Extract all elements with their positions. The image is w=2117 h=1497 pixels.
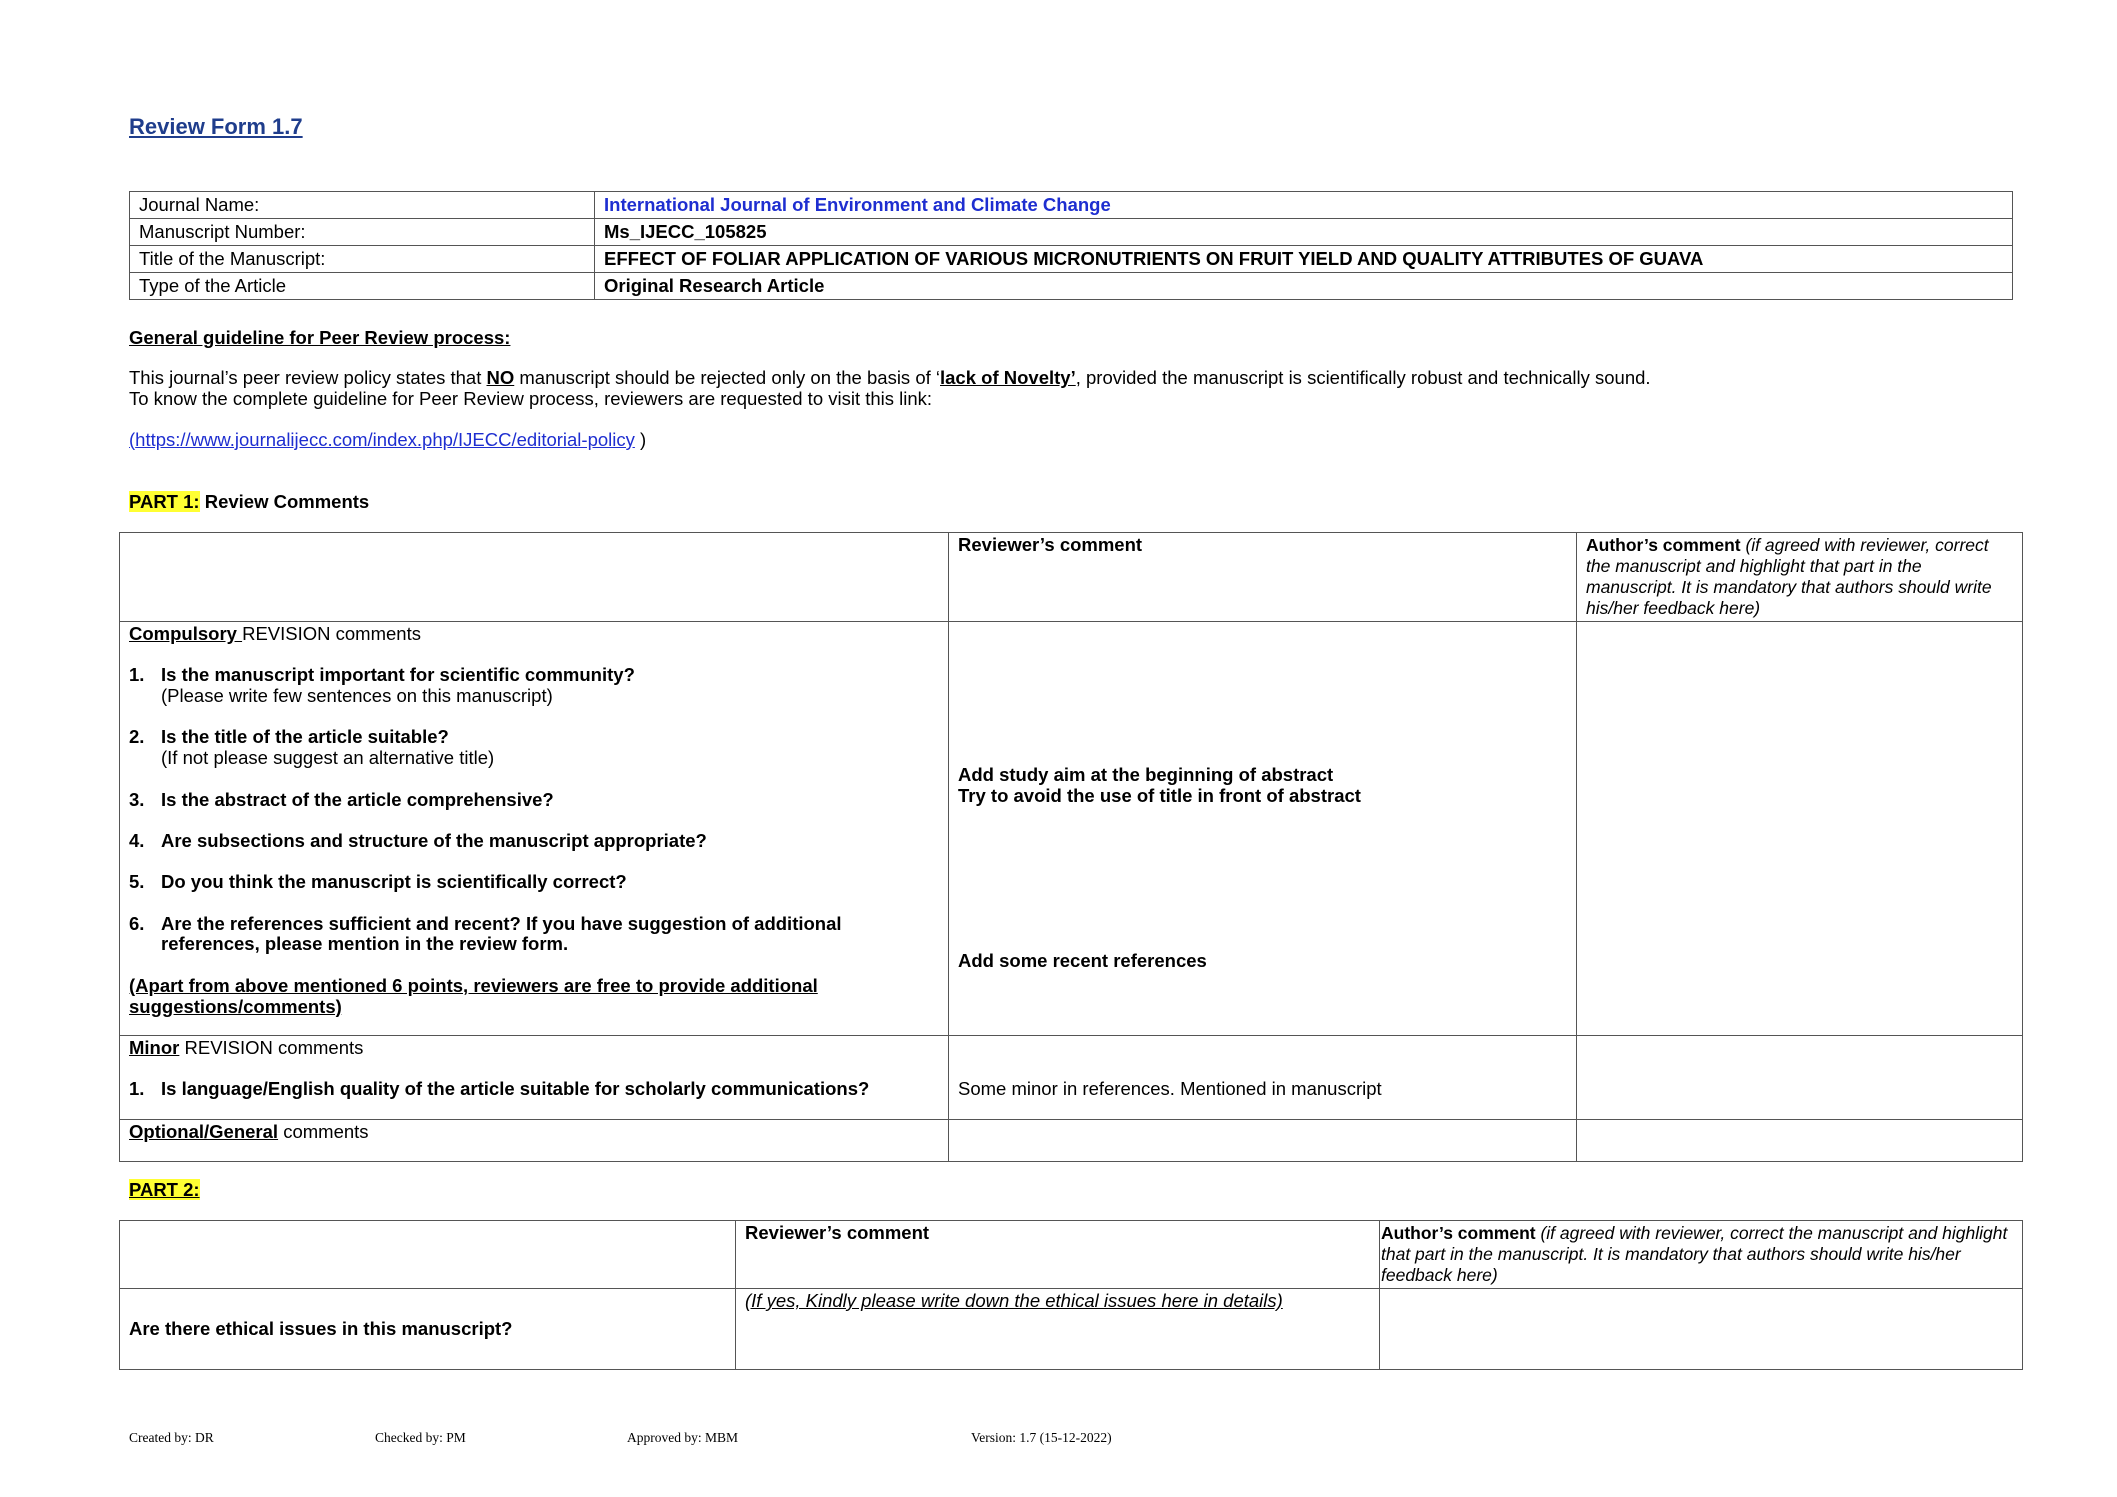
info-row-journal xyxy=(130,192,2013,219)
author-comment-cell[interactable] xyxy=(1577,622,2023,1036)
question-text: Do you think the manuscript is scientifically correct? xyxy=(161,871,627,893)
ethics-reviewer-comment-cell[interactable] xyxy=(736,1289,1380,1370)
footer-version: Version: 1.7 (15-12-2022) xyxy=(971,1430,1112,1445)
author-header-italic: (if agreed with reviewer, correct the manuscript and highlight that part in the manuscript. It is mandatory that authors should write his/her feedback here) xyxy=(1586,535,1992,618)
manuscript-info-table xyxy=(129,191,2013,300)
info-label: Title of the Manuscript: xyxy=(130,246,595,273)
question-text: Are the references sufficient and recent? If you have suggestion of additional references, please mention in the review form. xyxy=(161,912,842,955)
question-text: Is language/English quality of the article suitable for scholarly communications? xyxy=(161,1078,870,1100)
question-item xyxy=(129,790,939,811)
guideline-heading: General guideline for Peer Review process: xyxy=(129,327,511,348)
footer-approved-by: Approved by: MBM xyxy=(627,1430,738,1445)
footer-created-by: Created by: DR xyxy=(129,1430,214,1445)
part2-header-row xyxy=(120,1221,2023,1289)
question-text: Is the abstract of the article comprehensive? xyxy=(161,788,554,810)
minor-rest: REVISION comments xyxy=(179,1037,364,1058)
compulsory-questions-cell xyxy=(120,622,949,1036)
question-item xyxy=(129,831,939,852)
no-emphasis: NO xyxy=(486,367,515,388)
article-type-value: Original Research Article xyxy=(595,273,2013,300)
author-header-bold: Author’s comment xyxy=(1381,1223,1536,1243)
optional-rest: comments xyxy=(278,1121,369,1142)
guideline-text xyxy=(129,367,2009,409)
compulsory-label: Compulsory xyxy=(129,623,243,644)
optional-reviewer-comment-cell[interactable] xyxy=(949,1120,1577,1162)
question-number: 4. xyxy=(129,829,145,851)
question-number: 3. xyxy=(129,788,145,810)
reviewer-comment-header: Reviewer’s comment xyxy=(736,1221,1380,1289)
author-header-bold: Author’s comment xyxy=(1586,535,1741,555)
reviewer-comment-references: Add some recent references xyxy=(958,950,1207,971)
author-comment-header xyxy=(1577,533,2023,622)
part1-heading xyxy=(129,491,369,512)
guideline-text-part: To know the complete guideline for Peer Review process, reviewers are requested to visit this link: xyxy=(129,388,933,409)
author-header-italic: (if agreed with reviewer, correct the manuscript and highlight that part in the manuscript. It is mandatory that authors should write his/her feedback here) xyxy=(1381,1223,2008,1285)
part1-title: Review Comments xyxy=(199,491,370,512)
compulsory-revision-row xyxy=(120,622,2023,1036)
minor-label: Minor xyxy=(129,1037,180,1058)
question-number: 5. xyxy=(129,871,145,893)
part1-review-table xyxy=(119,532,2023,1162)
question-text: Are subsections and structure of the manuscript appropriate? xyxy=(161,829,707,851)
guideline-text-part: manuscript should be rejected only on the basis of ‘ xyxy=(514,367,940,388)
optional-author-comment-cell[interactable] xyxy=(1577,1120,2023,1162)
question-hint: (If not please suggest an alternative title) xyxy=(161,747,495,769)
question-text: Is the title of the article suitable? xyxy=(161,726,449,748)
manuscript-number-value: Ms_IJECC_105825 xyxy=(595,219,2013,246)
minor-reviewer-comment-cell[interactable] xyxy=(949,1036,1577,1120)
page-title: Review Form 1.7 xyxy=(129,114,303,139)
guideline-link-line xyxy=(129,429,646,450)
optional-label: Optional/General xyxy=(129,1121,279,1142)
manuscript-title-value: EFFECT OF FOLIAR APPLICATION OF VARIOUS MICRONUTRIENTS ON FRUIT YIELD AND QUALITY ATTRIBUTES OF GUAVA xyxy=(595,246,2013,273)
reviewer-comment-cell[interactable] xyxy=(949,622,1577,1036)
ethics-question: Are there ethical issues in this manuscript? xyxy=(120,1289,736,1370)
minor-author-comment-cell[interactable] xyxy=(1577,1036,2023,1120)
part2-label: PART 2: xyxy=(129,1179,200,1200)
part2-heading xyxy=(129,1179,200,1200)
part2-ethics-table xyxy=(119,1220,2023,1370)
guideline-text-part: This journal’s peer review policy states that xyxy=(129,367,487,388)
info-label: Manuscript Number: xyxy=(130,219,595,246)
optional-label-cell xyxy=(120,1120,949,1162)
question-number: 1. xyxy=(129,664,145,686)
question-item xyxy=(129,1079,939,1100)
empty-header-cell xyxy=(120,1221,736,1289)
question-item xyxy=(129,665,939,686)
info-label: Journal Name: xyxy=(130,192,595,219)
info-label: Type of the Article xyxy=(130,273,595,300)
info-row-manuscript-number xyxy=(130,219,2013,246)
optional-row xyxy=(120,1120,2023,1162)
editorial-policy-link[interactable]: https://www.journalijecc.com/index.php/IJECC/editorial-policy xyxy=(135,429,635,450)
ethics-author-comment-cell[interactable] xyxy=(1380,1289,2023,1370)
journal-name-value: International Journal of Environment and Climate Change xyxy=(595,192,2013,219)
lack-of-novelty-emphasis: lack of Novelty’ xyxy=(940,367,1076,388)
guideline-text-part: , provided the manuscript is scientifically robust and technically sound. xyxy=(1075,367,1651,388)
question-number: 1. xyxy=(129,1078,145,1100)
question-text: Is the manuscript important for scientific community? xyxy=(161,664,635,686)
question-number: 6. xyxy=(129,912,145,934)
ethics-row xyxy=(120,1289,2023,1370)
link-paren: ) xyxy=(634,429,647,450)
minor-reviewer-comment: Some minor in references. Mentioned in manuscript xyxy=(958,1078,1382,1100)
additional-suggestions-note: (Apart from above mentioned 6 points, reviewers are free to provide additional suggestions/comments) xyxy=(129,974,818,1017)
empty-header-cell xyxy=(120,533,949,622)
reviewer-comment-header: Reviewer’s comment xyxy=(949,533,1577,622)
question-hint: (Please write few sentences on this manuscript) xyxy=(161,685,553,707)
link-paren: ( xyxy=(129,429,136,450)
question-number: 2. xyxy=(129,726,145,748)
minor-questions-cell xyxy=(120,1036,949,1120)
compulsory-rest: REVISION comments xyxy=(242,623,421,644)
reviewer-comment-abstract-title: Try to avoid the use of title in front of abstract xyxy=(958,784,1361,806)
question-item xyxy=(129,872,939,893)
question-item xyxy=(129,914,939,955)
part1-label: PART 1: xyxy=(129,491,200,512)
minor-revision-row xyxy=(120,1036,2023,1120)
question-item xyxy=(129,727,939,748)
ethics-reviewer-hint: (If yes, Kindly please write down the ethical issues here in details) xyxy=(745,1290,1283,1311)
info-row-article-type xyxy=(130,273,2013,300)
reviewer-comment-abstract-aim: Add study aim at the beginning of abstract xyxy=(958,764,1334,785)
footer-checked-by: Checked by: PM xyxy=(375,1430,466,1445)
part1-header-row xyxy=(120,533,2023,622)
info-row-title xyxy=(130,246,2013,273)
author-comment-header xyxy=(1380,1221,2023,1289)
